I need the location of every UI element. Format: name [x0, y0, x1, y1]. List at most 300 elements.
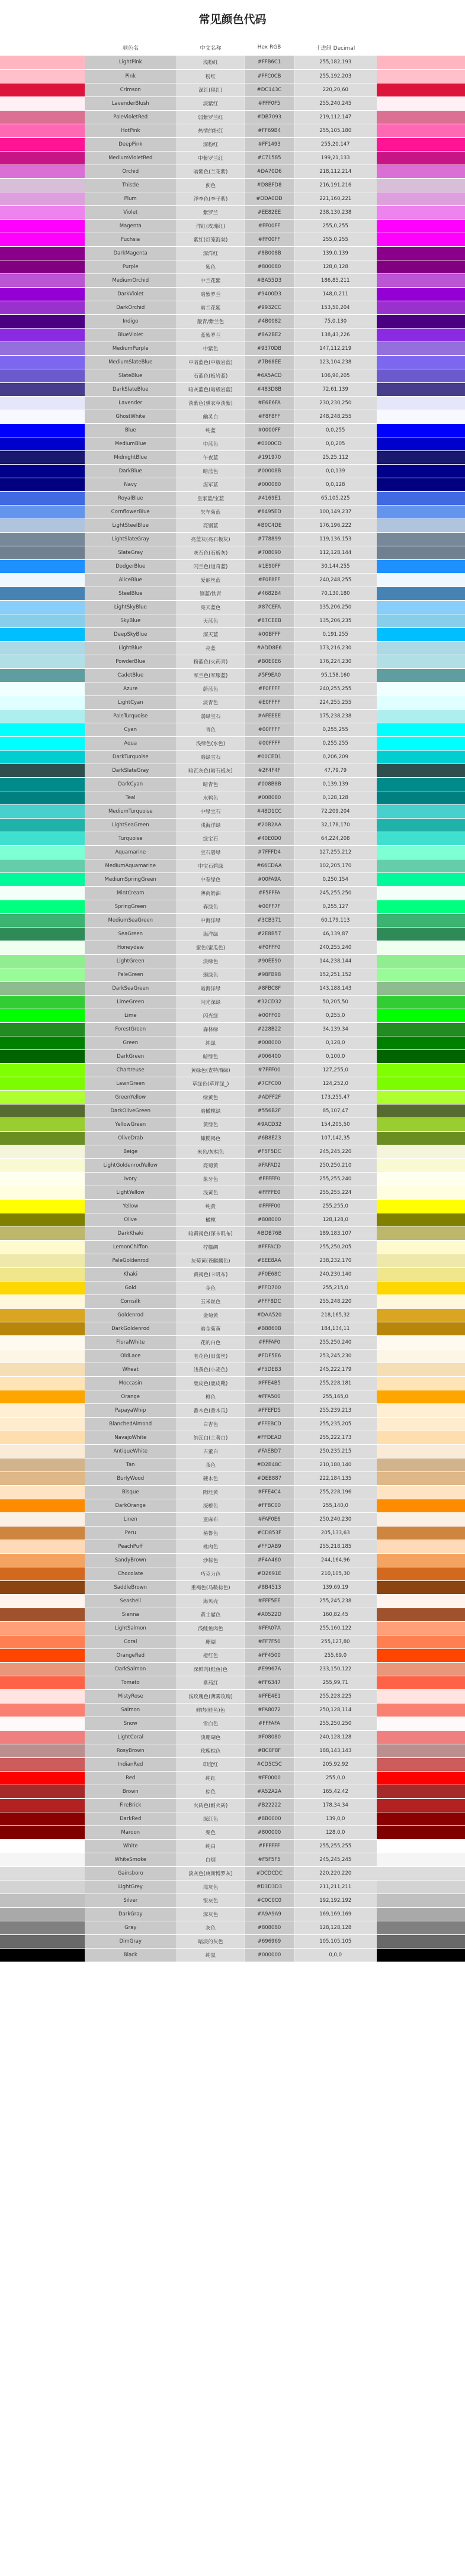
color-chinese-name: 粉蓝色(火药青) — [177, 655, 245, 668]
table-row — [0, 559, 465, 573]
color-swatch-right — [377, 1785, 465, 1798]
color-swatch-right — [377, 1853, 465, 1866]
color-swatch-right — [377, 1431, 465, 1444]
color-chinese-name: 花的白色 — [177, 1335, 245, 1349]
color-hex: #87CEEB — [245, 614, 294, 627]
color-swatch-left — [0, 736, 85, 750]
color-chinese-name: 中紫罗兰红 — [177, 151, 245, 165]
table-row — [0, 1186, 465, 1199]
color-hex: #FFE4E1 — [245, 1689, 294, 1703]
color-name: Azure — [85, 682, 177, 695]
table-row — [0, 1240, 465, 1254]
color-swatch-right — [377, 1104, 465, 1118]
color-hex: #800000 — [245, 1825, 294, 1839]
color-swatch-right — [377, 382, 465, 396]
color-chinese-name: 黄绿色(查特酒绿) — [177, 1063, 245, 1077]
color-decimal: 222,184,135 — [294, 1471, 377, 1485]
color-hex: #F8F8FF — [245, 410, 294, 423]
color-chinese-name: 海洋绿 — [177, 927, 245, 941]
table-row — [0, 287, 465, 301]
color-chinese-name: 暗紫色(兰花紫) — [177, 165, 245, 178]
color-swatch-right — [377, 1812, 465, 1825]
color-decimal: 123,104,238 — [294, 355, 377, 369]
color-swatch-left — [0, 1580, 85, 1594]
color-chinese-name: 栗色 — [177, 1825, 245, 1839]
color-hex: #F0F8FF — [245, 573, 294, 587]
color-chinese-name: 浅粉红 — [177, 56, 245, 69]
color-name: Plum — [85, 192, 177, 205]
color-hex: #E0FFFF — [245, 695, 294, 709]
color-decimal: 100,149,237 — [294, 505, 377, 519]
color-hex: #7FFF00 — [245, 1063, 294, 1077]
color-decimal: 250,235,215 — [294, 1444, 377, 1458]
color-name: LavenderBlush — [85, 96, 177, 110]
color-name: PapayaWhip — [85, 1403, 177, 1417]
table-row — [0, 355, 465, 369]
color-hex: #BA55D3 — [245, 273, 294, 287]
color-swatch-left — [0, 1553, 85, 1567]
color-name: DarkSlateBlue — [85, 382, 177, 396]
color-hex: #FF0000 — [245, 1771, 294, 1785]
table-row — [0, 1839, 465, 1853]
table-row — [0, 1308, 465, 1322]
color-hex: #8B4513 — [245, 1580, 294, 1594]
color-decimal: 255,160,122 — [294, 1621, 377, 1635]
table-row — [0, 1785, 465, 1798]
color-swatch-right — [377, 165, 465, 178]
color-swatch-left — [0, 491, 85, 505]
table-row — [0, 1363, 465, 1376]
color-chinese-name: 天蓝色 — [177, 614, 245, 627]
color-hex: #FF69B4 — [245, 124, 294, 137]
color-name: DeepSkyBlue — [85, 627, 177, 641]
table-row — [0, 137, 465, 151]
color-swatch-right — [377, 1934, 465, 1948]
color-name: Brown — [85, 1785, 177, 1798]
color-chinese-name: 午夜蓝 — [177, 450, 245, 464]
color-swatch-left — [0, 1172, 85, 1186]
color-chinese-name: 石蓝色(板岩蓝) — [177, 369, 245, 382]
color-decimal: 210,105,30 — [294, 1567, 377, 1580]
table-row — [0, 1104, 465, 1118]
color-hex: #F5DEB3 — [245, 1363, 294, 1376]
color-swatch-right — [377, 546, 465, 559]
color-swatch-left — [0, 1512, 85, 1526]
color-chinese-name: 米色/灰棕色 — [177, 1145, 245, 1158]
color-swatch-left — [0, 927, 85, 941]
color-decimal: 218,112,214 — [294, 165, 377, 178]
color-hex: #800080 — [245, 260, 294, 273]
color-decimal: 255,0,0 — [294, 1771, 377, 1785]
color-name: Cornsilk — [85, 1295, 177, 1308]
color-hex: #ADFF2F — [245, 1090, 294, 1104]
color-decimal: 124,252,0 — [294, 1077, 377, 1090]
color-swatch-right — [377, 1254, 465, 1267]
color-name: DarkGoldenrod — [85, 1322, 177, 1335]
color-swatch-left — [0, 1145, 85, 1158]
table-row — [0, 273, 465, 287]
color-chinese-name: 弱绿色 — [177, 968, 245, 981]
color-hex: #808080 — [245, 1921, 294, 1934]
color-swatch-left — [0, 96, 85, 110]
table-row — [0, 165, 465, 178]
color-swatch-left — [0, 1376, 85, 1390]
color-decimal: 255,240,245 — [294, 96, 377, 110]
color-decimal: 255,165,0 — [294, 1390, 377, 1403]
color-swatch-right — [377, 137, 465, 151]
color-chinese-name: 淡珊瑚色 — [177, 1730, 245, 1744]
table-row — [0, 981, 465, 995]
color-name: AntiqueWhite — [85, 1444, 177, 1458]
color-name: Blue — [85, 423, 177, 437]
color-name: Bisque — [85, 1485, 177, 1499]
color-swatch-left — [0, 954, 85, 968]
color-hex: #0000FF — [245, 423, 294, 437]
color-hex: #696969 — [245, 1934, 294, 1948]
table-row — [0, 328, 465, 342]
table-row — [0, 913, 465, 927]
color-decimal: 255,239,213 — [294, 1403, 377, 1417]
color-hex: #FFEBCD — [245, 1417, 294, 1431]
color-decimal: 169,169,169 — [294, 1907, 377, 1921]
color-decimal: 218,165,32 — [294, 1308, 377, 1322]
table-row — [0, 1254, 465, 1267]
color-hex: #FFF5EE — [245, 1594, 294, 1608]
color-chinese-name: 浅黄色(小麦色) — [177, 1363, 245, 1376]
color-chinese-name: 中兰花紫 — [177, 273, 245, 287]
color-chinese-name: 暗海洋绿 — [177, 981, 245, 995]
color-decimal: 255,255,255 — [294, 1839, 377, 1853]
table-row — [0, 178, 465, 192]
color-hex: #A52A2A — [245, 1785, 294, 1798]
color-swatch-left — [0, 682, 85, 695]
table-row — [0, 1281, 465, 1295]
color-chinese-name: 白杏色 — [177, 1417, 245, 1431]
color-hex: #FFEFD5 — [245, 1403, 294, 1417]
color-chinese-name: 桃肉色 — [177, 1540, 245, 1553]
color-chinese-name: 老花色(旧蕾丝) — [177, 1349, 245, 1363]
color-hex: #F4A460 — [245, 1553, 294, 1567]
color-name: DarkRed — [85, 1812, 177, 1825]
color-swatch-left — [0, 1349, 85, 1363]
color-hex: #CD5C5C — [245, 1757, 294, 1771]
color-chinese-name: 暗紫罗兰 — [177, 287, 245, 301]
color-chinese-name: 秘鲁色 — [177, 1526, 245, 1540]
color-decimal: 0,255,0 — [294, 1009, 377, 1022]
color-swatch-left — [0, 205, 85, 219]
color-hex: #FFFACD — [245, 1240, 294, 1254]
table-row — [0, 1444, 465, 1458]
color-hex: #FF00FF — [245, 233, 294, 246]
table-row — [0, 1036, 465, 1049]
color-swatch-right — [377, 1880, 465, 1894]
color-chinese-name: 火砖色(耐火砖) — [177, 1798, 245, 1812]
color-hex: #20B2AA — [245, 818, 294, 832]
color-hex: #CD853F — [245, 1526, 294, 1540]
color-decimal: 220,220,220 — [294, 1866, 377, 1880]
color-swatch-left — [0, 1771, 85, 1785]
color-swatch-left — [0, 1444, 85, 1458]
color-swatch-right — [377, 573, 465, 587]
table-row — [0, 1676, 465, 1689]
color-chinese-name: 亮蓝灰(亮石板灰) — [177, 532, 245, 546]
color-decimal: 240,255,240 — [294, 941, 377, 954]
color-swatch-right — [377, 287, 465, 301]
color-chinese-name: 纯蓝 — [177, 423, 245, 437]
color-chinese-name: 钢蓝/铁青 — [177, 587, 245, 600]
color-hex: #708090 — [245, 546, 294, 559]
color-swatch-left — [0, 1186, 85, 1199]
color-decimal: 128,128,0 — [294, 1213, 377, 1226]
color-hex: #FFC0CB — [245, 69, 294, 83]
color-name: MintCream — [85, 886, 177, 900]
color-chinese-name: 绿黄色 — [177, 1090, 245, 1104]
color-decimal: 128,128,128 — [294, 1921, 377, 1934]
color-swatch-right — [377, 1090, 465, 1104]
table-row — [0, 1662, 465, 1676]
color-swatch-left — [0, 165, 85, 178]
color-name: Ivory — [85, 1172, 177, 1186]
color-decimal: 186,85,211 — [294, 273, 377, 287]
table-row — [0, 1526, 465, 1540]
table-row — [0, 682, 465, 695]
color-name: Tomato — [85, 1676, 177, 1689]
color-decimal: 34,139,34 — [294, 1022, 377, 1036]
table-row — [0, 1158, 465, 1172]
color-name: LightGrey — [85, 1880, 177, 1894]
color-name: Green — [85, 1036, 177, 1049]
color-hex: #2E8B57 — [245, 927, 294, 941]
color-chinese-name: 洋红(玫瑰红) — [177, 219, 245, 233]
table-row — [0, 260, 465, 273]
color-swatch-right — [377, 709, 465, 723]
color-hex: #5F9EA0 — [245, 668, 294, 682]
color-decimal: 25,25,112 — [294, 450, 377, 464]
color-decimal: 72,61,139 — [294, 382, 377, 396]
color-swatch-left — [0, 423, 85, 437]
color-swatch-left — [0, 1608, 85, 1621]
table-row — [0, 1267, 465, 1281]
table-row — [0, 1090, 465, 1104]
color-name: MediumSeaGreen — [85, 913, 177, 927]
color-hex: #FFA500 — [245, 1390, 294, 1403]
color-swatch-left — [0, 1689, 85, 1703]
color-decimal: 255,250,250 — [294, 1717, 377, 1730]
color-chinese-name: 暗瓦灰色(暗石板灰) — [177, 764, 245, 777]
color-name: IndianRed — [85, 1757, 177, 1771]
table-row — [0, 573, 465, 587]
color-name: DimGray — [85, 1934, 177, 1948]
color-swatch-right — [377, 96, 465, 110]
color-swatch-left — [0, 532, 85, 546]
color-swatch-left — [0, 355, 85, 369]
color-decimal: 138,43,226 — [294, 328, 377, 342]
table-row — [0, 1077, 465, 1090]
table-row — [0, 736, 465, 750]
color-decimal: 0,255,255 — [294, 736, 377, 750]
color-decimal: 255,228,181 — [294, 1376, 377, 1390]
color-hex: #008000 — [245, 1036, 294, 1049]
header-chinese-name: 中文名称 — [177, 39, 245, 56]
table-row — [0, 1322, 465, 1335]
color-swatch-left — [0, 1648, 85, 1662]
color-swatch-left — [0, 1798, 85, 1812]
color-swatch-right — [377, 1077, 465, 1090]
table-row — [0, 314, 465, 328]
table-row — [0, 954, 465, 968]
color-chinese-name: 中绿宝石 — [177, 804, 245, 818]
color-name: White — [85, 1839, 177, 1853]
color-swatch-right — [377, 1036, 465, 1049]
color-hex: #483D8B — [245, 382, 294, 396]
color-swatch-right — [377, 314, 465, 328]
color-name: Red — [85, 1771, 177, 1785]
color-hex: #FAF0E6 — [245, 1512, 294, 1526]
color-hex: #8FBC8F — [245, 981, 294, 995]
color-decimal: 119,136,153 — [294, 532, 377, 546]
color-chinese-name: 蓝紫罗兰 — [177, 328, 245, 342]
table-row — [0, 995, 465, 1009]
color-swatch-right — [377, 1648, 465, 1662]
table-row — [0, 1553, 465, 1567]
color-chinese-name: 闪光深绿 — [177, 995, 245, 1009]
color-name: MediumSlateBlue — [85, 355, 177, 369]
color-swatch-right — [377, 1553, 465, 1567]
color-name: SlateGray — [85, 546, 177, 559]
color-decimal: 255,105,180 — [294, 124, 377, 137]
color-name: Beige — [85, 1145, 177, 1158]
color-name: Chartreuse — [85, 1063, 177, 1077]
color-swatch-right — [377, 1172, 465, 1186]
table-row — [0, 1145, 465, 1158]
color-decimal: 188,143,143 — [294, 1744, 377, 1757]
color-swatch-left — [0, 1621, 85, 1635]
color-name: DarkOrange — [85, 1499, 177, 1512]
color-name: DarkMagenta — [85, 246, 177, 260]
color-swatch-left — [0, 369, 85, 382]
table-row — [0, 1499, 465, 1512]
color-name: Sienna — [85, 1608, 177, 1621]
color-decimal: 240,255,255 — [294, 682, 377, 695]
color-chinese-name: 古董白 — [177, 1444, 245, 1458]
table-row — [0, 1172, 465, 1186]
color-name: DarkOliveGreen — [85, 1104, 177, 1118]
color-name: SandyBrown — [85, 1553, 177, 1567]
color-hex: #E9967A — [245, 1662, 294, 1676]
color-hex: #F5F5F5 — [245, 1853, 294, 1866]
color-decimal: 47,79,79 — [294, 764, 377, 777]
color-decimal: 0,0,0 — [294, 1948, 377, 1962]
table-row — [0, 1621, 465, 1635]
color-chinese-name: 深天蓝 — [177, 627, 245, 641]
color-name: Chocolate — [85, 1567, 177, 1580]
color-hex: #FFF8DC — [245, 1295, 294, 1308]
color-decimal: 240,230,140 — [294, 1267, 377, 1281]
color-decimal: 245,245,220 — [294, 1145, 377, 1158]
color-swatch-right — [377, 818, 465, 832]
color-chinese-name: 白烟 — [177, 1853, 245, 1866]
color-chinese-name: 浅海洋绿 — [177, 818, 245, 832]
color-swatch-left — [0, 655, 85, 668]
color-swatch-right — [377, 886, 465, 900]
color-decimal: 210,180,140 — [294, 1458, 377, 1471]
color-hex: #00FF7F — [245, 900, 294, 913]
color-decimal: 255,182,193 — [294, 56, 377, 69]
color-chinese-name: 纯红 — [177, 1771, 245, 1785]
color-decimal: 255,250,240 — [294, 1335, 377, 1349]
color-hex: #A9A9A9 — [245, 1907, 294, 1921]
color-name: DarkGray — [85, 1907, 177, 1921]
color-decimal: 255,99,71 — [294, 1676, 377, 1689]
table-row — [0, 151, 465, 165]
color-name: LightSkyBlue — [85, 600, 177, 614]
color-swatch-right — [377, 927, 465, 941]
color-swatch-left — [0, 900, 85, 913]
color-swatch-right — [377, 1145, 465, 1158]
color-decimal: 255,255,224 — [294, 1186, 377, 1199]
color-swatch-left — [0, 981, 85, 995]
color-hex: #F08080 — [245, 1730, 294, 1744]
color-chinese-name: 闪光绿 — [177, 1009, 245, 1022]
color-swatch-right — [377, 83, 465, 96]
color-hex: #FFB6C1 — [245, 56, 294, 69]
color-decimal: 255,127,80 — [294, 1635, 377, 1648]
color-swatch-right — [377, 1308, 465, 1322]
color-swatch-right — [377, 1771, 465, 1785]
color-swatch-left — [0, 1540, 85, 1553]
color-hex: #9ACD32 — [245, 1118, 294, 1131]
color-decimal: 0,206,209 — [294, 750, 377, 764]
color-name: DarkSalmon — [85, 1662, 177, 1676]
table-row — [0, 1485, 465, 1499]
color-chinese-name: 纯白 — [177, 1839, 245, 1853]
color-decimal: 127,255,0 — [294, 1063, 377, 1077]
color-chinese-name: 纯黄 — [177, 1199, 245, 1213]
color-hex: #7CFC00 — [245, 1077, 294, 1090]
color-swatch-right — [377, 1349, 465, 1363]
table-row — [0, 859, 465, 872]
color-swatch-right — [377, 832, 465, 845]
table-row — [0, 192, 465, 205]
color-name: Crimson — [85, 83, 177, 96]
color-swatch-right — [377, 1744, 465, 1757]
color-decimal: 147,112,219 — [294, 342, 377, 355]
color-name: YellowGreen — [85, 1118, 177, 1131]
color-hex: #FF00FF — [245, 219, 294, 233]
table-row — [0, 1771, 465, 1785]
color-swatch-left — [0, 1036, 85, 1049]
color-swatch-left — [0, 1063, 85, 1077]
color-swatch-right — [377, 1894, 465, 1907]
table-row — [0, 695, 465, 709]
table-row — [0, 491, 465, 505]
color-decimal: 173,255,47 — [294, 1090, 377, 1104]
color-hex: #FFE4B5 — [245, 1376, 294, 1390]
color-name: Aquamarine — [85, 845, 177, 859]
color-swatch-left — [0, 519, 85, 532]
color-chinese-name: 中蓝色 — [177, 437, 245, 450]
color-chinese-name: 灰色 — [177, 1921, 245, 1934]
color-name: SteelBlue — [85, 587, 177, 600]
color-hex: #808000 — [245, 1213, 294, 1226]
color-hex: #FF4500 — [245, 1648, 294, 1662]
color-chinese-name: 淡紫红 — [177, 96, 245, 110]
color-name: LightGreen — [85, 954, 177, 968]
color-swatch-left — [0, 1431, 85, 1444]
color-swatch-right — [377, 913, 465, 927]
table-row — [0, 1567, 465, 1580]
color-swatch-right — [377, 342, 465, 355]
